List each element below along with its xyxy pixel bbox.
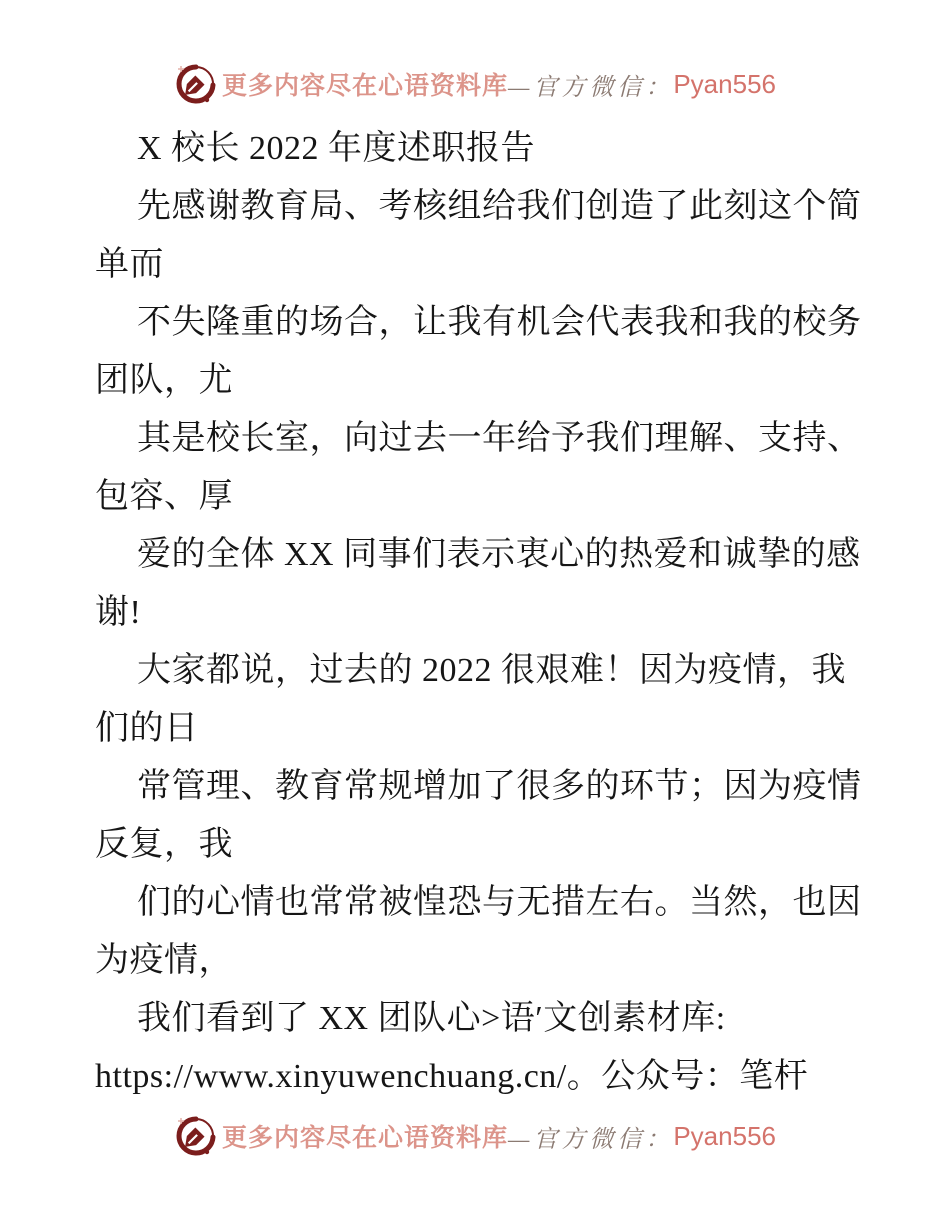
- watermark-brand-text: 更多内容尽在心语资料库: [221, 73, 508, 100]
- text-line: 包容、厚: [95, 478, 233, 515]
- text-line: 们的心情也常常被惶恐与无措左右。当然，也因: [137, 884, 862, 921]
- text-line: 我们看到了 XX 团队心>语′文创素材库:: [137, 1000, 726, 1037]
- text-line: 常管理、教育常规增加了很多的环节；因为疫情: [137, 768, 862, 805]
- watermark-wechat-label: —官方微信：: [508, 1126, 674, 1153]
- watermark-brand-text: 更多内容尽在心语资料库: [221, 1125, 508, 1152]
- pen-swirl-logo-icon: [174, 61, 216, 107]
- text-line: 其是校长室，向过去一年给予我们理解、支持、: [137, 420, 862, 457]
- watermark-wechat-label: —官方微信：: [508, 74, 674, 101]
- watermark-wechat-id: Pyan556: [673, 68, 776, 99]
- watermark-wechat-id: Pyan556: [673, 1120, 776, 1151]
- text-line: 大家都说，过去的 2022 很艰难！因为疫情，我: [137, 652, 846, 689]
- text-line: 为疫情，: [95, 942, 233, 979]
- text-line: 团队，尤: [95, 362, 233, 399]
- text-line: 爱的全体 XX 同事们表示衷心的热爱和诚挚的感: [137, 536, 861, 573]
- footer-watermark: [0, 1112, 950, 1160]
- document-title: X 校长 2022 年度述职报告: [137, 130, 536, 167]
- text-line: 先感谢教育局、考核组给我们创造了此刻这个简: [137, 188, 862, 225]
- text-line: 单而: [95, 246, 164, 283]
- text-line: 谢!: [95, 594, 142, 631]
- paragraph-lines: [95, 178, 885, 1106]
- text-line: 们的日: [95, 710, 199, 747]
- pen-swirl-logo-icon: [174, 1113, 216, 1159]
- text-line: https://www.xinyuwenchuang.cn/。公众号：笔杆: [95, 1058, 809, 1095]
- header-watermark: [0, 60, 950, 108]
- text-line: 反复，我: [95, 826, 233, 863]
- document-body: [95, 120, 885, 1106]
- text-line: 不失隆重的场合，让我有机会代表我和我的校务: [137, 304, 862, 341]
